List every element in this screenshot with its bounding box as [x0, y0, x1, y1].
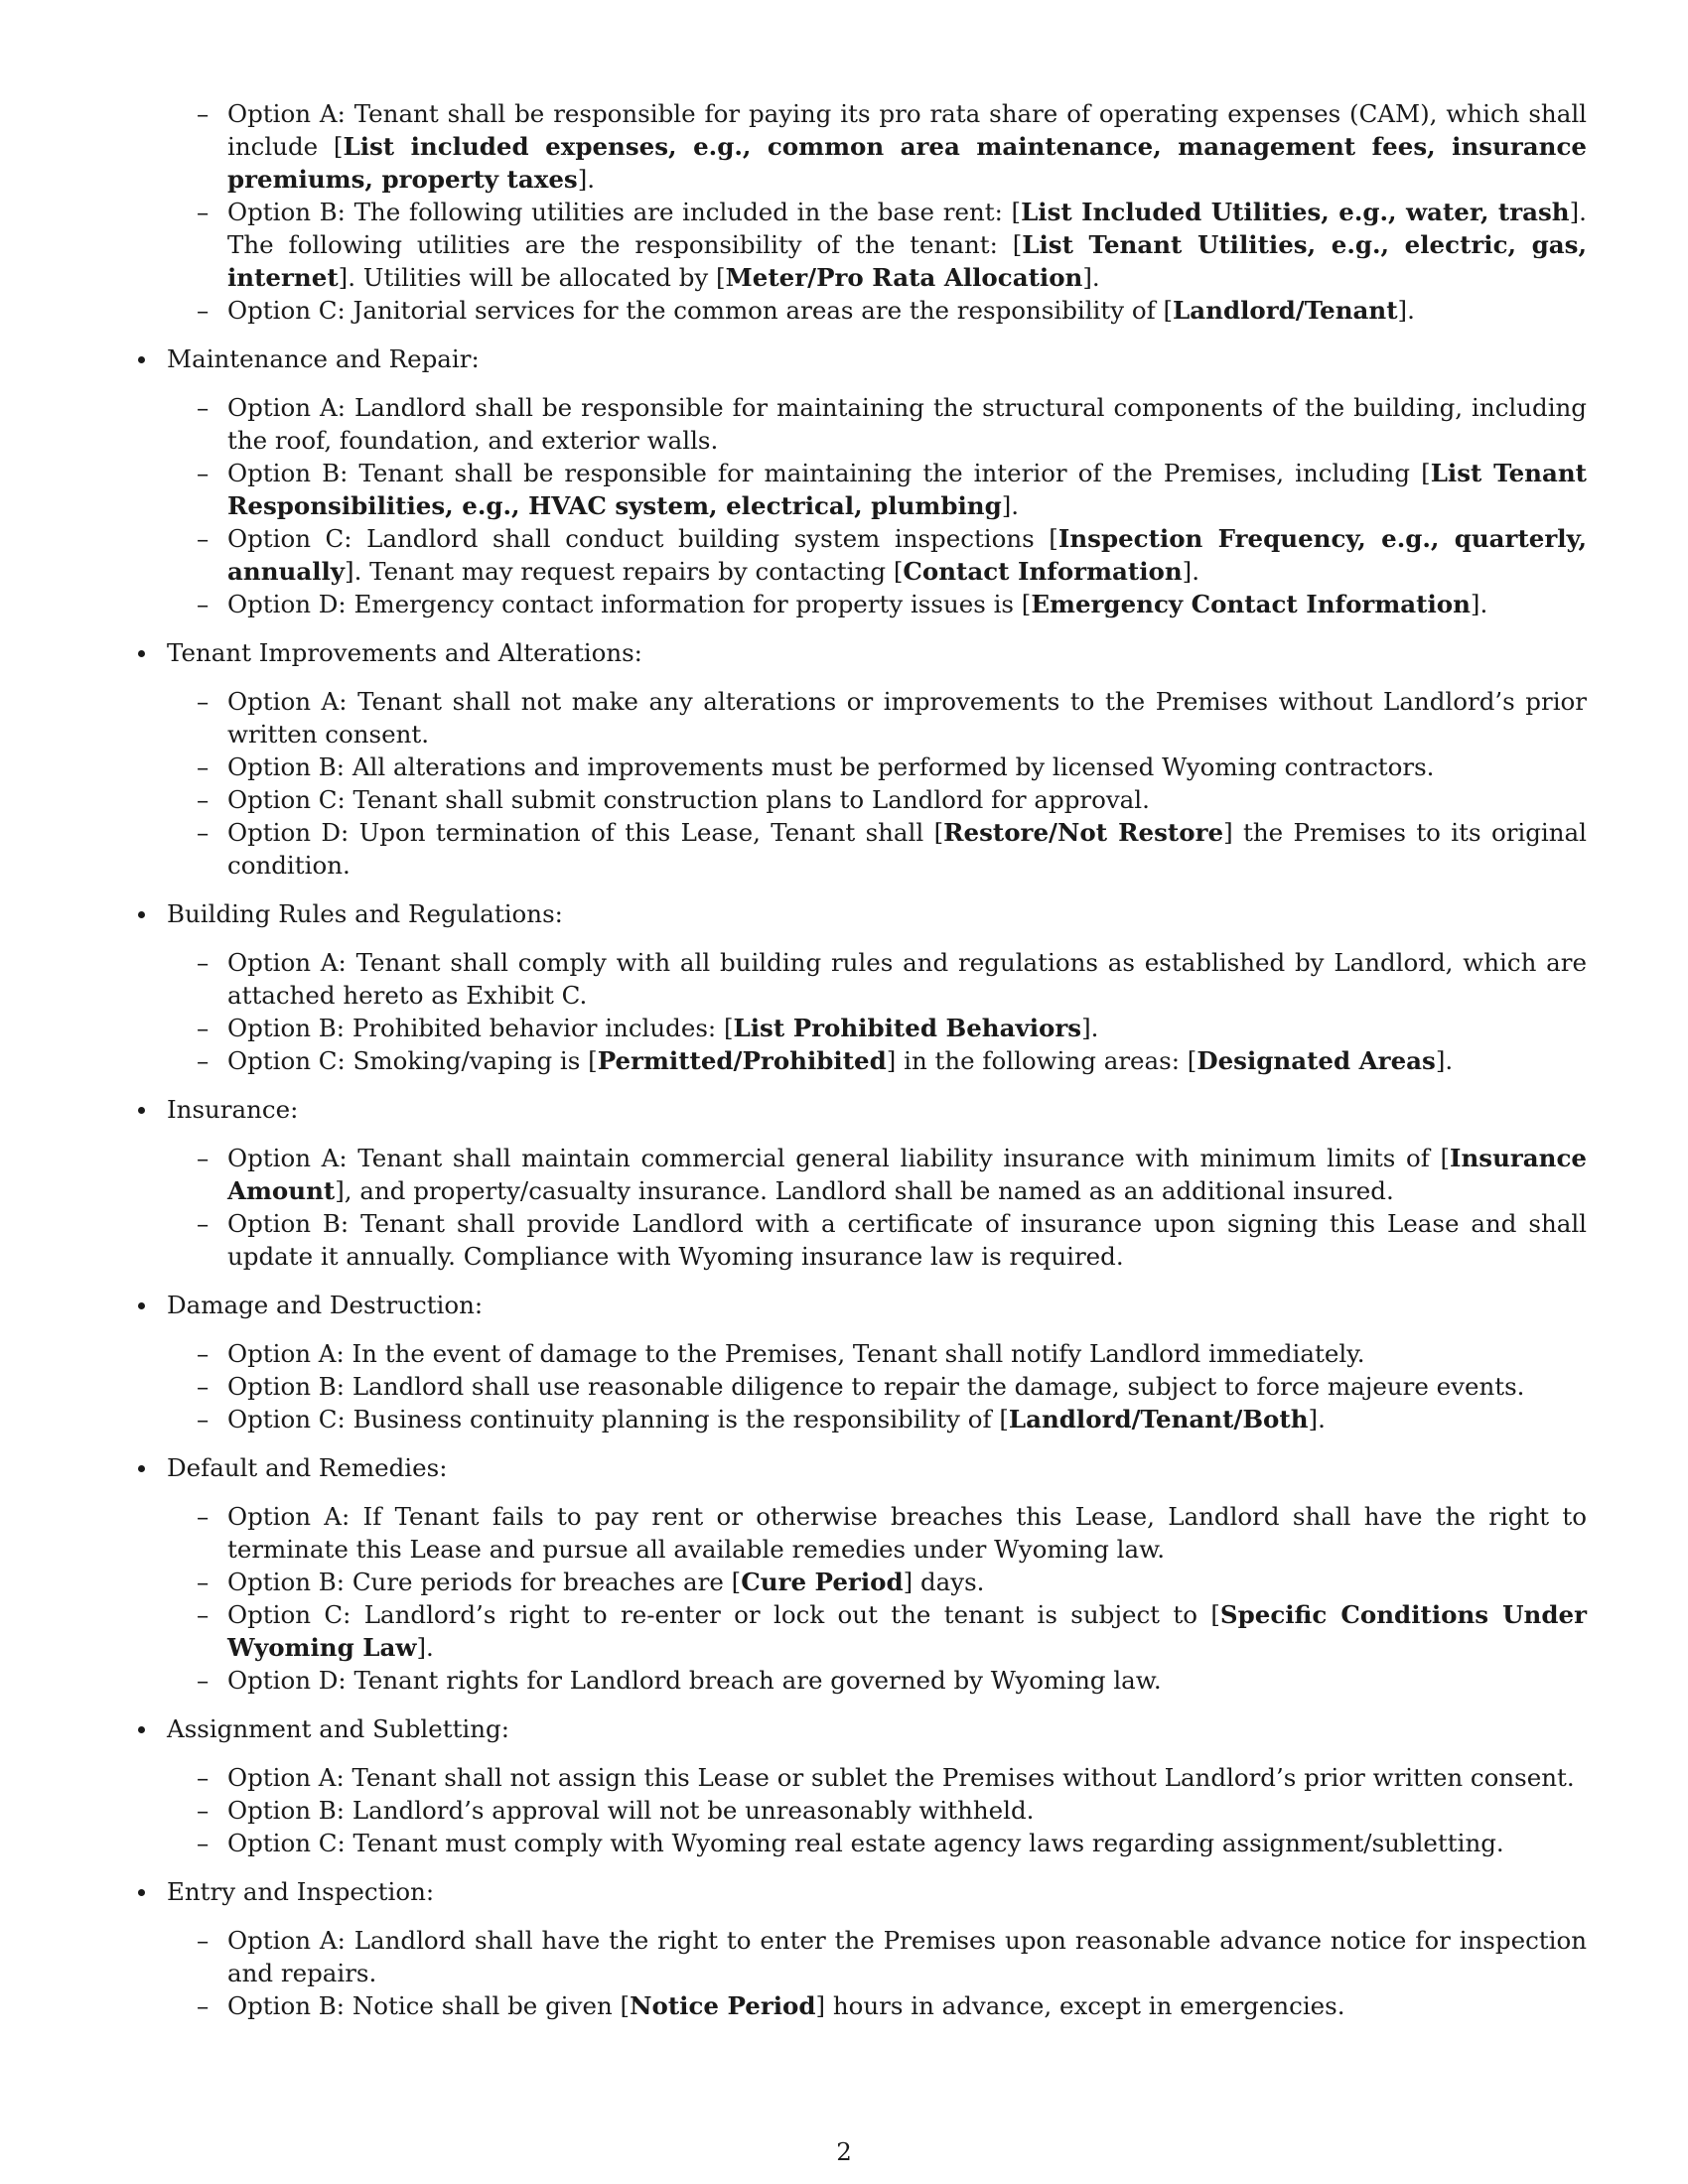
dash-marker: –	[197, 99, 210, 128]
option-item	[197, 1012, 1587, 1044]
bullet-icon	[138, 911, 145, 918]
option-text: Option B: All alterations and improvements must be performed by licensed Wyoming contractors.	[227, 752, 1435, 781]
placeholder-field: Meter/Pro Rata Allocation	[725, 263, 1083, 292]
option-text: Option A: Tenant shall not assign this Lease or sublet the Premises without Landlord’s prior written consent.	[227, 1763, 1575, 1792]
option-list	[167, 1500, 1587, 1697]
section-item	[132, 342, 1587, 620]
option-text: Option C: Tenant shall submit construction plans to Landlord for approval.	[227, 785, 1150, 814]
dash-marker: –	[197, 1991, 210, 2020]
dash-marker: –	[197, 1796, 210, 1825]
option-text: ]. Tenant may request repairs by contacting [	[345, 557, 904, 586]
option-text: ].	[1397, 296, 1415, 325]
option-item	[197, 457, 1587, 522]
option-text: Option B: Notice shall be given [	[227, 1991, 631, 2020]
option-text: Option C: Landlord’s right to re-enter or lock out the tenant is subject to [	[227, 1600, 1220, 1629]
option-text: Option C: Janitorial services for the common areas are the responsibility of [	[227, 296, 1174, 325]
option-text: Option C: Landlord shall conduct building system inspections [	[227, 524, 1058, 553]
dash-marker: –	[197, 687, 210, 716]
option-item	[197, 391, 1587, 457]
placeholder-field: Insurance Amount	[227, 1144, 1587, 1205]
section-heading: Tenant Improvements and Alterations:	[167, 638, 642, 667]
option-text: ].	[1081, 1014, 1099, 1042]
option-text: ].	[1182, 557, 1200, 586]
dash-marker: –	[197, 752, 210, 781]
option-item	[197, 1924, 1587, 1989]
dash-marker: –	[197, 590, 210, 618]
option-text: ]. Utilities will be allocated by [	[338, 263, 726, 292]
section-item	[132, 1451, 1587, 1697]
dash-marker: –	[197, 1046, 210, 1075]
placeholder-field: List Tenant Utilities, e.g., electric, gas, internet	[227, 230, 1587, 292]
bullet-icon	[138, 650, 145, 657]
placeholder-field: Cure Period	[741, 1568, 904, 1596]
section-heading: Insurance:	[167, 1095, 299, 1124]
option-item	[197, 522, 1587, 588]
section-heading: Maintenance and Repair:	[167, 344, 480, 373]
option-text: [	[333, 132, 344, 161]
section-item	[132, 1875, 1587, 2022]
option-list	[167, 1761, 1587, 1859]
option-text: ].	[577, 165, 596, 194]
option-text: ]. The following utilities are the responsibility of the tenant: [	[227, 198, 1587, 259]
dash-marker: –	[197, 1829, 210, 1857]
option-item	[197, 816, 1587, 882]
placeholder-field: List Included Utilities, e.g., water, trash	[1021, 198, 1570, 226]
option-item	[197, 1044, 1587, 1077]
option-item	[197, 1794, 1587, 1827]
section-item	[132, 897, 1587, 1077]
bullet-icon	[138, 1889, 145, 1896]
option-text: Option B: Tenant shall provide Landlord with a certificate of insurance upon signing this Lease and shall update it annually. Compliance with Wyoming insurance law is required.	[227, 1209, 1587, 1271]
option-item	[197, 1142, 1587, 1207]
dash-marker: –	[197, 1144, 210, 1172]
option-text: Option A: Tenant shall maintain commercial general liability insurance with minimum limits of [	[227, 1144, 1451, 1172]
option-item	[197, 1761, 1587, 1794]
lead-section	[132, 97, 1587, 327]
option-text: Option A: If Tenant fails to pay rent or otherwise breaches this Lease, Landlord shall have the right to terminate this Lease and pursue all available remedies under Wyoming law.	[227, 1502, 1587, 1564]
dash-marker: –	[197, 1209, 210, 1238]
option-text: Option A: Landlord shall be responsible for maintaining the structural components of the building, including the roof, foundation, and exterior walls.	[227, 393, 1587, 455]
option-item	[197, 196, 1587, 294]
option-text: Option B: Landlord shall use reasonable diligence to repair the damage, subject to force majeure events.	[227, 1372, 1525, 1401]
option-text: ].	[416, 1633, 434, 1662]
option-item	[197, 946, 1587, 1012]
bullet-icon	[138, 1726, 145, 1733]
option-text: Option C: Business continuity planning is the responsibility of [	[227, 1405, 1009, 1433]
option-text: Option B: Prohibited behavior includes: [	[227, 1014, 734, 1042]
option-text: ].	[1308, 1405, 1326, 1433]
section-heading: Assignment and Subletting:	[167, 1714, 509, 1743]
section-heading: Entry and Inspection:	[167, 1877, 435, 1906]
placeholder-field: Restore/Not Restore	[943, 818, 1224, 847]
placeholder-field: Contact Information	[903, 557, 1183, 586]
option-item	[197, 1664, 1587, 1697]
dash-marker: –	[197, 1014, 210, 1042]
option-item	[197, 685, 1587, 751]
option-item	[197, 783, 1587, 816]
dash-marker: –	[197, 1926, 210, 1955]
option-text: Option D: Upon termination of this Lease, Tenant shall [	[227, 818, 944, 847]
option-text: Option B: Landlord’s approval will not be unreasonably withheld.	[227, 1796, 1035, 1825]
option-text: Option B: Tenant shall be responsible for maintaining the interior of the Premises, including [	[227, 459, 1431, 487]
section-heading: Default and Remedies:	[167, 1453, 448, 1482]
placeholder-field: List included expenses, e.g., common area maintenance, management fees, insurance premiums, property taxes	[227, 132, 1587, 194]
option-text: Option D: Emergency contact information for property issues is [	[227, 590, 1032, 618]
option-text: Option B: The following utilities are included in the base rent: [	[227, 198, 1022, 226]
option-list	[167, 685, 1587, 882]
option-text: Option A: Tenant shall not make any alterations or improvements to the Premises without Landlord’s prior written consent.	[227, 687, 1587, 749]
option-list	[167, 1337, 1587, 1435]
placeholder-field: List Prohibited Behaviors	[733, 1014, 1082, 1042]
option-text: ] hours in advance, except in emergencies.	[815, 1991, 1345, 2020]
page-number: 2	[836, 2137, 852, 2166]
option-item	[197, 1207, 1587, 1273]
lease-options-content	[132, 97, 1587, 2038]
section-item	[132, 1093, 1587, 1273]
option-item	[197, 1598, 1587, 1664]
dash-marker: –	[197, 1339, 210, 1368]
placeholder-field: Landlord/Tenant	[1173, 296, 1398, 325]
dash-marker: –	[197, 393, 210, 422]
dash-marker: –	[197, 296, 210, 325]
placeholder-field: Notice Period	[630, 1991, 816, 2020]
dash-marker: –	[197, 524, 210, 553]
lead-option-list	[167, 97, 1587, 327]
dash-marker: –	[197, 1568, 210, 1596]
section-heading: Building Rules and Regulations:	[167, 899, 563, 928]
option-list	[167, 1924, 1587, 2022]
section-heading: Damage and Destruction:	[167, 1291, 484, 1319]
option-text: ].	[1082, 263, 1100, 292]
option-text: Option A: In the event of damage to the Premises, Tenant shall notify Landlord immediately.	[227, 1339, 1365, 1368]
placeholder-field: Designated Areas	[1196, 1046, 1436, 1075]
bullet-icon	[138, 1107, 145, 1114]
option-text: ].	[1470, 590, 1488, 618]
dash-marker: –	[197, 948, 210, 977]
option-text: Option C: Smoking/vaping is [	[227, 1046, 598, 1075]
option-item	[197, 1827, 1587, 1859]
option-item	[197, 588, 1587, 620]
dash-marker: –	[197, 818, 210, 847]
option-text: ] the Premises to its original condition.	[227, 818, 1587, 880]
section-item	[132, 1289, 1587, 1435]
option-item	[197, 1370, 1587, 1403]
option-item	[197, 1337, 1587, 1370]
placeholder-field: Emergency Contact Information	[1031, 590, 1471, 618]
option-text: ].	[1435, 1046, 1454, 1075]
dash-marker: –	[197, 1666, 210, 1695]
section-item	[132, 636, 1587, 882]
option-item	[197, 1403, 1587, 1435]
option-item	[197, 294, 1587, 327]
option-list	[167, 1142, 1587, 1273]
bullet-icon	[138, 1302, 145, 1309]
option-list	[167, 391, 1587, 620]
section-item	[132, 1712, 1587, 1859]
placeholder-field: Landlord/Tenant/Both	[1008, 1405, 1309, 1433]
option-text: Option C: Tenant must comply with Wyoming real estate agency laws regarding assignment/subletting.	[227, 1829, 1504, 1857]
dash-marker: –	[197, 785, 210, 814]
option-item	[197, 1989, 1587, 2022]
dash-marker: –	[197, 1763, 210, 1792]
placeholder-field: Inspection Frequency, e.g., quarterly, annually	[227, 524, 1587, 586]
placeholder-field: Specific Conditions Under Wyoming Law	[227, 1600, 1587, 1662]
option-item	[197, 1500, 1587, 1566]
dash-marker: –	[197, 1405, 210, 1433]
dash-marker: –	[197, 1372, 210, 1401]
dash-marker: –	[197, 1600, 210, 1629]
bullet-icon	[138, 1465, 145, 1472]
dash-marker: –	[197, 459, 210, 487]
option-item	[197, 751, 1587, 783]
option-text: Option A: Tenant shall comply with all building rules and regulations as established by Landlord, which are attached hereto as Exhibit C.	[227, 948, 1587, 1010]
option-text: Option A: Tenant shall be responsible for paying its pro rata share of operating expenses (CAM), which shall include	[227, 99, 1587, 161]
option-text: ] days.	[903, 1568, 985, 1596]
option-text: Option B: Cure periods for breaches are [	[227, 1568, 742, 1596]
section-list	[132, 97, 1587, 2022]
dash-marker: –	[197, 198, 210, 226]
option-text: Option A: Landlord shall have the right to enter the Premises upon reasonable advance notice for inspection and repairs.	[227, 1926, 1587, 1987]
placeholder-field: Permitted/Prohibited	[597, 1046, 887, 1075]
bullet-icon	[138, 356, 145, 363]
option-text: ], and property/casualty insurance. Landlord shall be named as an additional insured.	[335, 1176, 1394, 1205]
placeholder-field: List Tenant Responsibilities, e.g., HVAC system, electrical, plumbing	[227, 459, 1587, 520]
option-item	[197, 1566, 1587, 1598]
option-text: ] in the following areas: [	[886, 1046, 1197, 1075]
dash-marker: –	[197, 1502, 210, 1531]
option-text: ].	[1001, 491, 1020, 520]
option-list	[167, 946, 1587, 1077]
option-item	[197, 97, 1587, 196]
option-text: Option D: Tenant rights for Landlord breach are governed by Wyoming law.	[227, 1666, 1162, 1695]
